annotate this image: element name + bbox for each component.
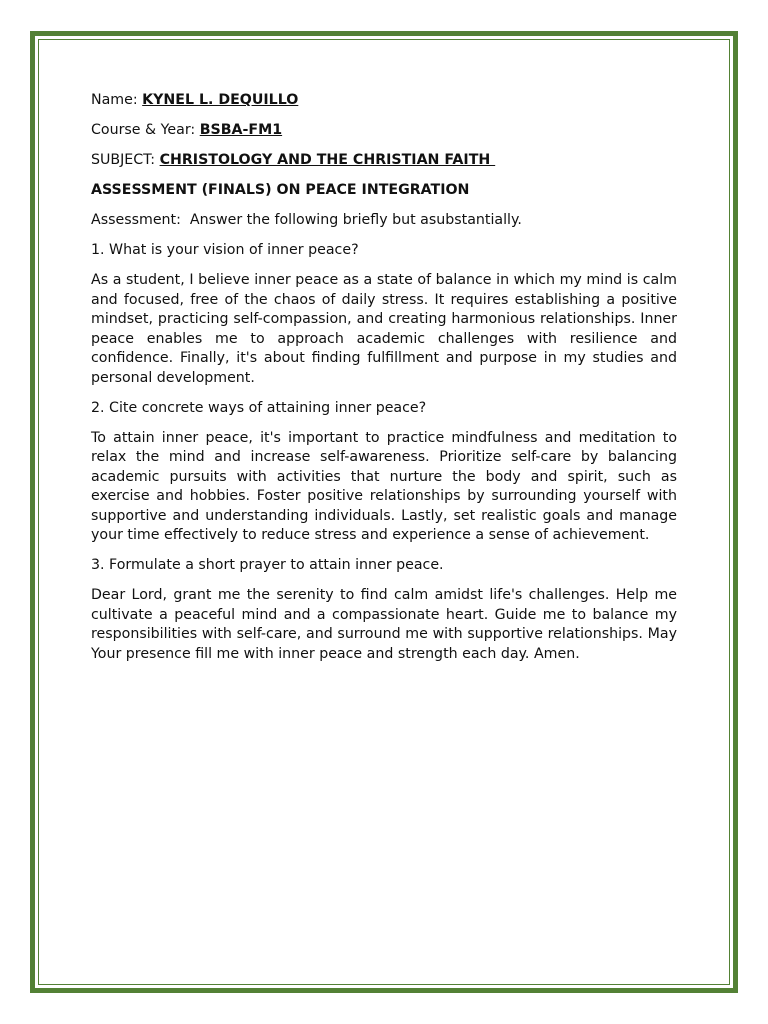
assessment-instructions: Assessment: Answer the following briefly but asubstantially.	[91, 212, 522, 228]
document-body	[91, 91, 677, 675]
question-3: 3. Formulate a short prayer to attain inner peace.	[91, 557, 444, 573]
question-1: 1. What is your vision of inner peace?	[91, 242, 359, 258]
answer-1: As a student, I believe inner peace as a state of balance in which my mind is calm and focused, free of the chaos of daily stress. It requires establishing a positive mindset, practicing self-compassion, and creating harmonious relationships. Inner peace enables me to approach academic challenges with resilience and confidence. Finally, it's about finding fulfillment and purpose in my studies and personal development.	[91, 272, 677, 386]
answer-3: Dear Lord, grant me the serenity to find calm amidst life's challenges. Help me cultivate a peaceful mind and a compassionate heart. Guide me to balance my responsibilities with self-care, and surround me with supportive relationships. May Your presence fill me with inner peace and strength each day. Amen.	[91, 587, 677, 662]
question-2: 2. Cite concrete ways of attaining inner peace?	[91, 399, 427, 416]
course-label: Course & Year:	[91, 122, 200, 138]
course-line	[91, 121, 677, 141]
name-line	[91, 91, 677, 111]
subject-label: SUBJECT:	[91, 152, 160, 168]
subject-line	[91, 151, 677, 171]
name-label: Name:	[91, 92, 143, 108]
course-value: BSBA-FM1	[199, 122, 283, 138]
subject-value: CHRISTOLOGY AND THE CHRISTIAN FAITH	[159, 152, 496, 168]
name-value: KYNEL L. DEQUILLO	[142, 92, 299, 108]
assessment-title: ASSESSMENT (FINALS) ON PEACE INTEGRATION	[91, 182, 470, 198]
answer-2: To attain inner peace, it's important to practice mindfulness and meditation to relax the mind and increase self-awareness. Prioritize self-care by balancing academic pursuits with activities that nurture the body and spirit, such as exercise and hobbies. Foster positive relationships by surrounding yourself with supportive and understanding individuals. Lastly, set realistic goals and manage your time effectively to reduce stress and experience a sense of achievement.	[91, 429, 677, 543]
